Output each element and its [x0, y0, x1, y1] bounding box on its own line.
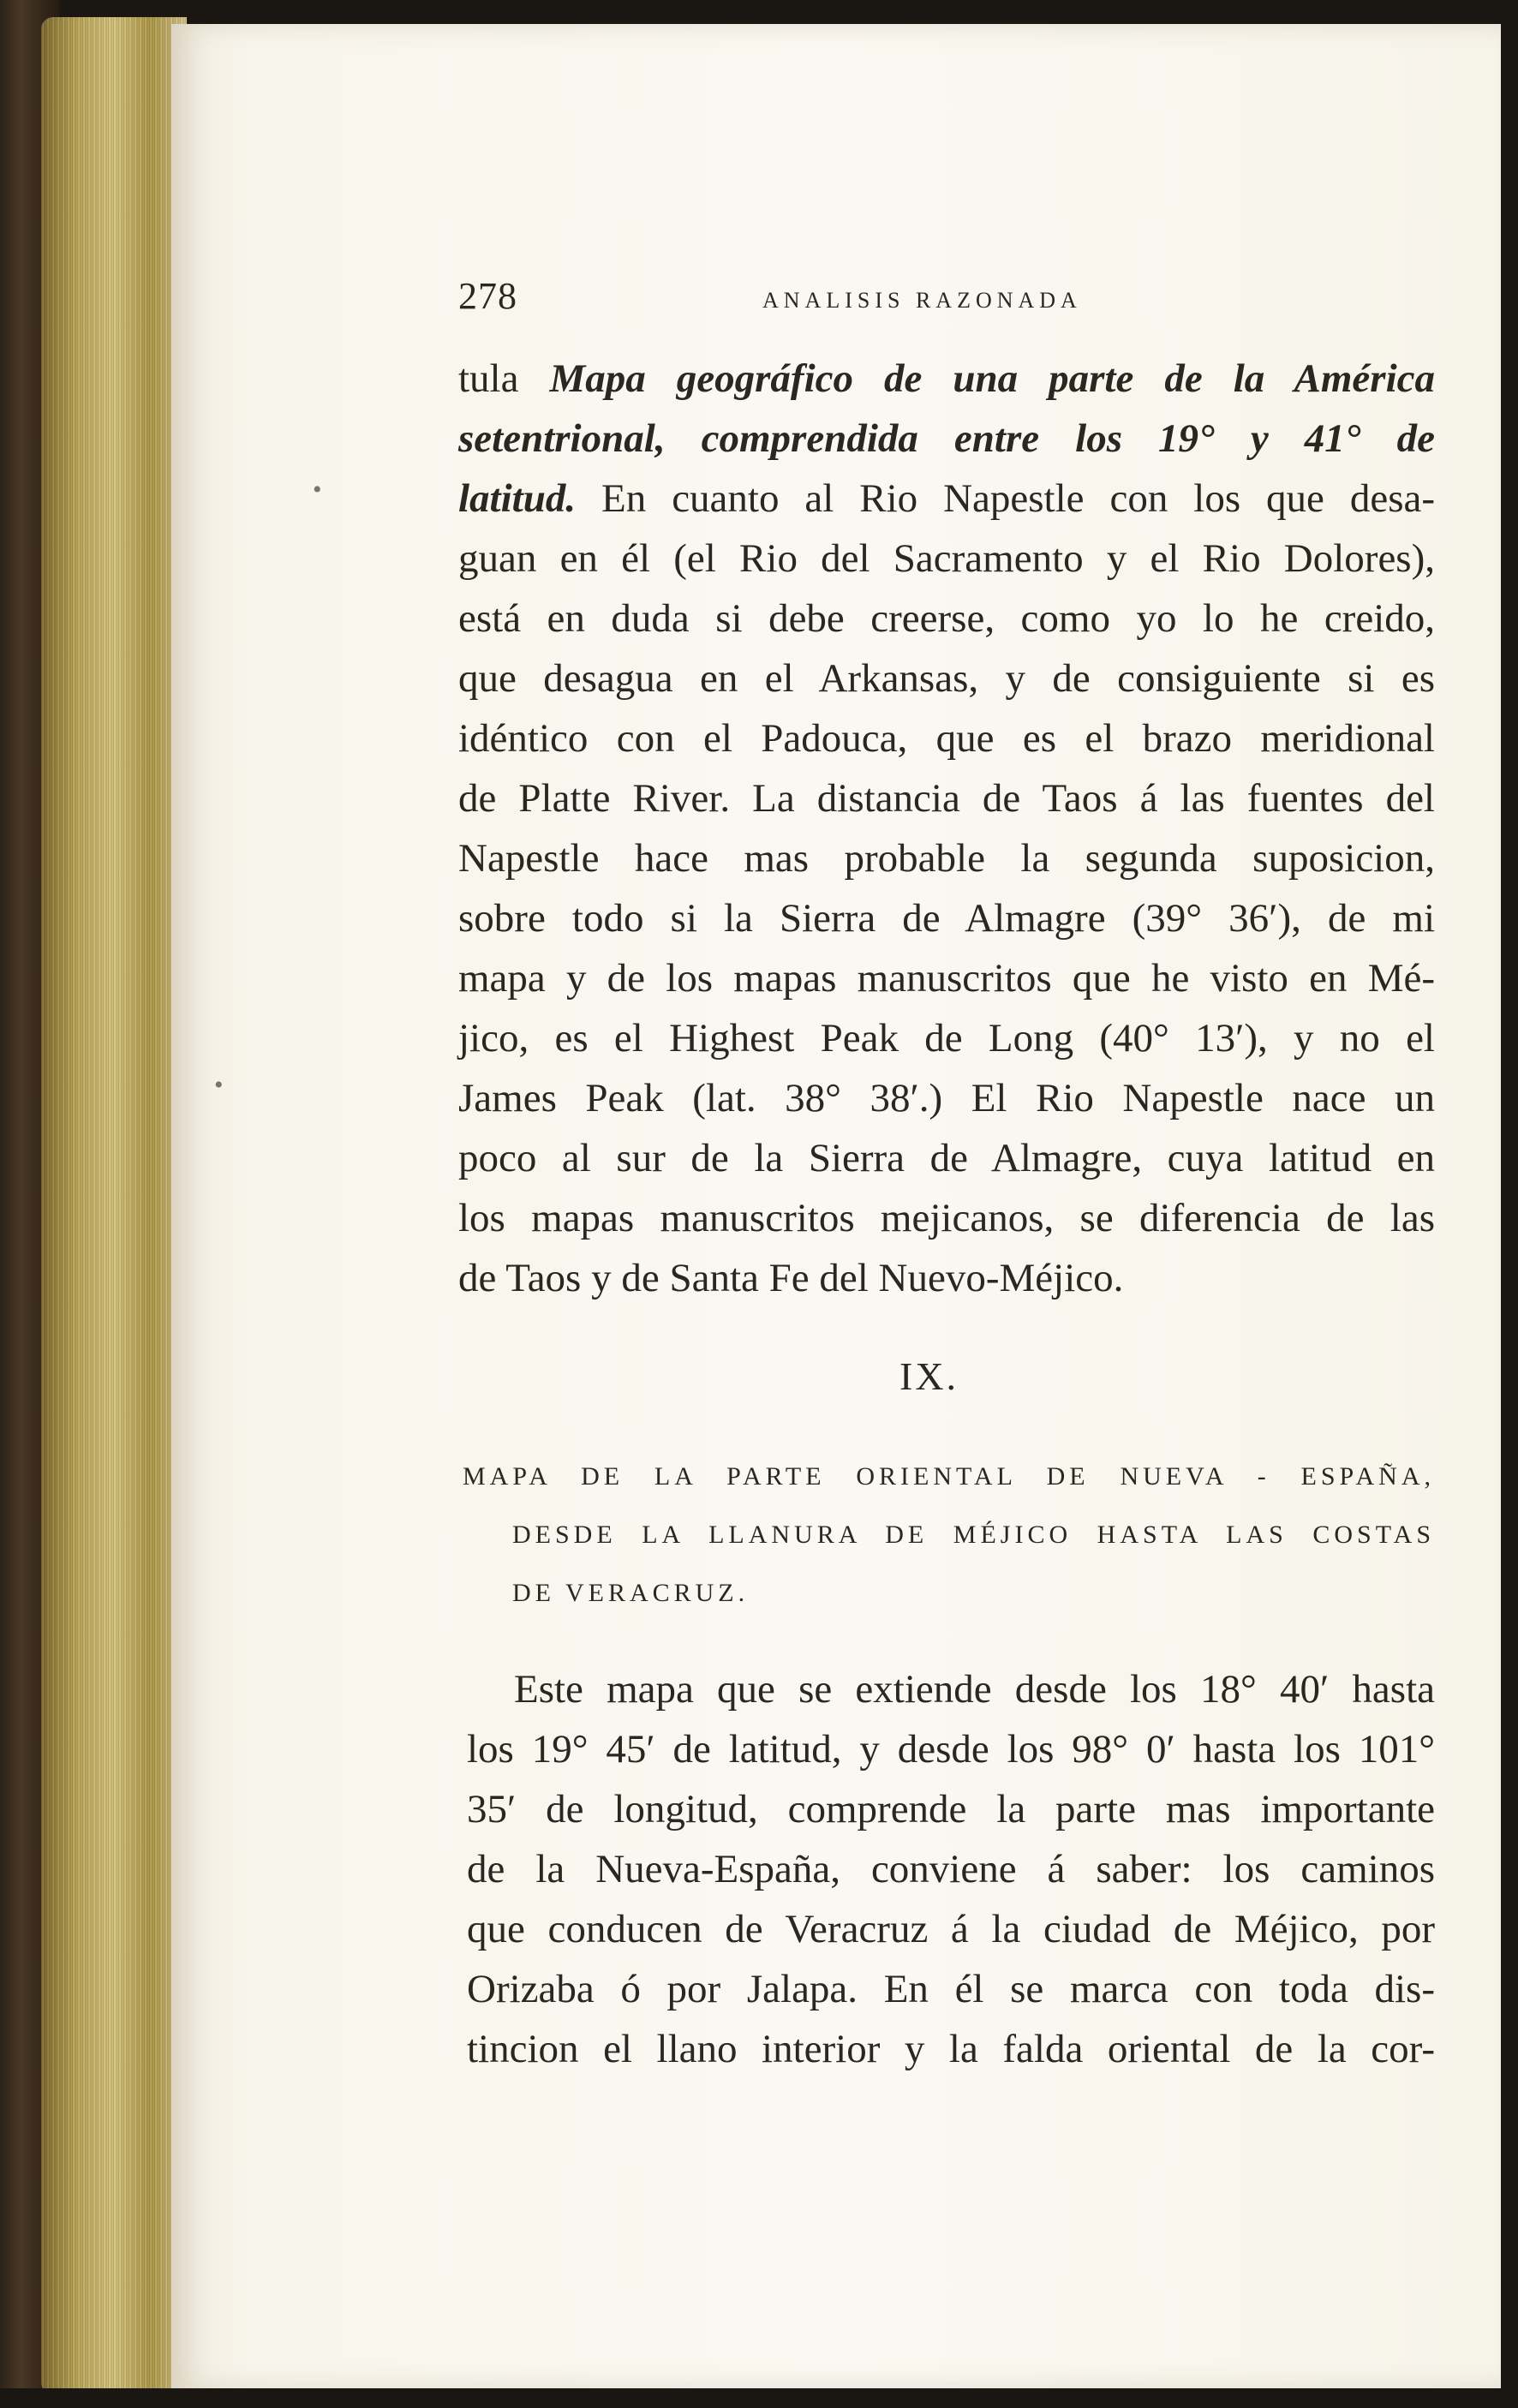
text-line: los 19° 45′ de latitud, y desde los 98° 0′ hasta los 101° [467, 1727, 1435, 1772]
text-line: que conducen de Veracruz á la ciudad de Méjico, por [467, 1907, 1435, 1951]
text-line [458, 353, 1435, 404]
text-line: Napestle hace mas probable la segunda suposicion, [458, 836, 1435, 881]
text-line: que desagua en el Arkansas, y de consiguiente si es [458, 656, 1435, 701]
text-line: Orizaba ó por Jalapa. En él se marca con toda dis- [467, 1967, 1435, 2011]
map-title-italic: Mapa geográfico de una parte de la América [549, 356, 1435, 401]
page-number: 278 [458, 275, 517, 317]
text-line: de Platte River. La distancia de Taos á las fuentes del [458, 776, 1435, 821]
text-line: los mapas manuscritos mejicanos, se diferencia de las [458, 1196, 1435, 1240]
text-line: jico, es el Highest Peak de Long (40° 13′), y no el [458, 1016, 1435, 1061]
text-line: mapa y de los mapas manuscritos que he visto en Mé- [458, 956, 1435, 1001]
section-heading-line: MAPA DE LA PARTE ORIENTAL DE NUEVA - ESPAÑA, [463, 1462, 1435, 1491]
text-line: está en duda si debe creerse, como yo lo he creido, [458, 596, 1435, 641]
map-title-italic: setentrional, comprendida entre los 19° y 41° de [458, 416, 1435, 461]
margin-mark: • [313, 475, 322, 504]
scan-background [0, 2388, 1518, 2408]
map-title-italic: latitud. [458, 476, 577, 521]
text-line: 35′ de longitud, comprende la parte mas importante [467, 1787, 1435, 1831]
text-fragment: tula [458, 356, 550, 401]
text-line [458, 473, 1435, 524]
section-heading-line: DE VERACRUZ. [512, 1579, 750, 1607]
margin-mark: • [214, 1071, 224, 1099]
section-numeral: IX. [899, 1354, 959, 1398]
text-line: poco al sur de la Sierra de Almagre, cuya latitud en [458, 1136, 1435, 1180]
text-line: tincion el llano interior y la falda oriental de la cor- [467, 2027, 1435, 2071]
text-line: de Taos y de Santa Fe del Nuevo-Méjico. [458, 1256, 1124, 1300]
running-title: ANALISIS RAZONADA [762, 288, 1082, 313]
text-fragment: En cuanto al Rio Napestle con los que desa- [576, 476, 1435, 521]
gilded-page-edges [41, 17, 187, 2394]
text-line: James Peak (lat. 38° 38′.) El Rio Napestle nace un [458, 1076, 1435, 1120]
text-line: sobre todo si la Sierra de Almagre (39° 36′), de mi [458, 896, 1435, 941]
section-heading-line: DESDE LA LLANURA DE MÉJICO HASTA LAS COSTAS [512, 1521, 1435, 1549]
text-line: idéntico con el Padouca, que es el brazo meridional [458, 716, 1435, 761]
text-line: Este mapa que se extiende desde los 18° 40′ hasta [514, 1667, 1435, 1712]
text-line: de la Nueva-España, conviene á saber: los caminos [467, 1847, 1435, 1891]
running-head [458, 274, 1435, 326]
text-line: guan en él (el Rio del Sacramento y el Rio Dolores), [458, 536, 1435, 581]
